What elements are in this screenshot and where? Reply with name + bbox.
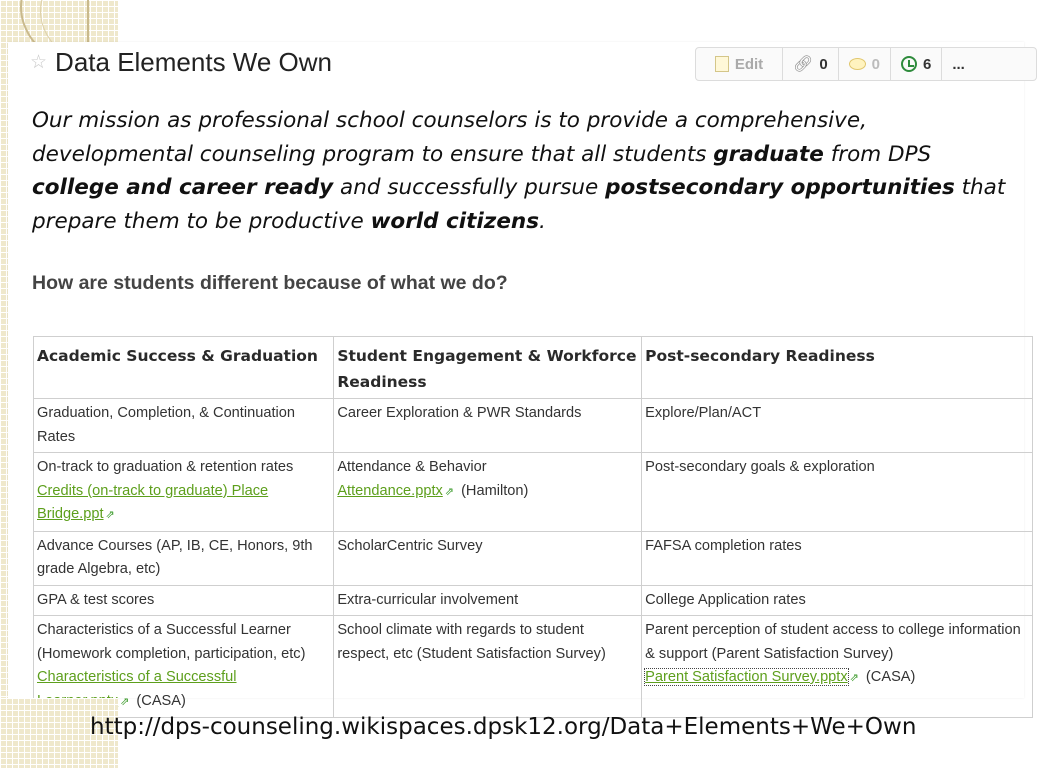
table-row [34,616,1033,718]
data-elements-table [33,336,1033,718]
mission-bold-3: postsecondary opportunities [605,175,955,200]
table-cell [642,616,1033,718]
more-label: ... [952,55,965,73]
cell-suffix: (CASA) [861,669,916,685]
header-postsecondary-readiness: Post-secondary Readiness [642,337,1033,399]
table-cell [34,453,334,532]
cell-text: Parent perception of student access to college information & support (Parent Satisfaction Survey) [645,622,1021,662]
edit-button[interactable] [696,48,783,80]
star-icon[interactable]: ☆ [30,51,48,73]
cell-suffix: (CASA) [132,692,186,709]
mission-statement [32,104,1012,238]
table-cell: GPA & test scores [34,585,334,616]
comments-count: 0 [871,55,880,73]
table-cell: Advance Courses (AP, IB, CE, Honors, 9th grade Algebra, etc) [34,531,334,585]
mission-text-2: from DPS [823,141,932,167]
table-cell [334,453,642,532]
cell-text: On-track to graduation & retention rates [37,459,294,475]
edit-label: Edit [734,55,764,73]
external-file-icon: ⇗ [444,485,455,498]
mission-bold-4: world citizens [370,208,540,234]
parent-survey-pptx-link[interactable]: Parent Satisfaction Survey.pptx [645,669,848,685]
mission-bold-1: graduate [713,141,824,167]
links-button[interactable] [783,48,839,80]
table-cell: Career Exploration & PWR Standards [334,399,642,453]
source-url: http://dps-counseling.wikispaces.dpsk12.org/Data+Elements+We+Own [90,714,917,740]
table-cell: ScholarCentric Survey [334,531,642,585]
comments-button[interactable] [839,48,891,80]
table-header-row [34,337,1033,399]
page-toolbar [695,47,1037,81]
mission-text-1: Our mission as professional school counselors is to provide a comprehensive, developmental counseling program to ensure that all students [32,108,867,167]
attendance-pptx-link[interactable]: Attendance.pptx [337,482,443,499]
history-button[interactable] [891,48,942,80]
header-student-engagement: Student Engagement & Workforce Readiness [334,337,642,399]
cell-suffix: (Hamilton) [457,482,529,499]
external-file-icon: ⇗ [120,695,130,708]
table-row [34,531,1033,585]
cell-text: Attendance & Behavior [337,459,487,475]
table-cell: Post-secondary goals & exploration [642,453,1033,532]
history-count: 6 [923,55,932,73]
table-cell: School climate with regards to student respect, etc (Student Satisfaction Survey) [334,616,642,718]
edit-icon [715,56,729,72]
wiki-page [8,42,1024,709]
table-row [34,453,1033,532]
external-file-icon: ⇗ [849,672,859,684]
history-icon [901,56,917,72]
section-question: How are students different because of what we do? [32,272,508,294]
more-button[interactable] [942,48,975,80]
header-academic-success: Academic Success & Graduation [34,337,334,399]
title-row [30,46,332,78]
mission-bold-2: college and career ready [32,175,334,200]
characteristics-pptx-link[interactable]: Characteristics of a Successful [37,669,237,685]
decorative-line [87,0,89,42]
external-file-icon: ⇗ [105,509,115,521]
table-cell: Extra-curricular involvement [334,585,642,616]
mission-text-5: . [539,208,546,234]
cell-text: Characteristics of a Successful Learner (Homework completion, participation, etc) [37,622,306,662]
credits-ppt-link[interactable]: Credits (on-track to graduate) Place Bridge.ppt [37,482,269,522]
table-row [34,585,1033,616]
mission-text-4: that prepare them to be productive [32,175,1006,234]
table-cell: Explore/Plan/ACT [642,399,1033,453]
table-cell: College Application rates [642,585,1033,616]
mission-text-3: and successfully pursue [333,175,606,200]
table-cell: Graduation, Completion, & Continuation Rates [34,399,334,453]
links-count: 0 [819,55,828,73]
page-title: Data Elements We Own [55,46,333,77]
link-icon: 🔗︎ [793,56,814,73]
comment-icon [849,58,866,70]
table-cell: FAFSA completion rates [642,531,1033,585]
table-row [34,399,1033,453]
